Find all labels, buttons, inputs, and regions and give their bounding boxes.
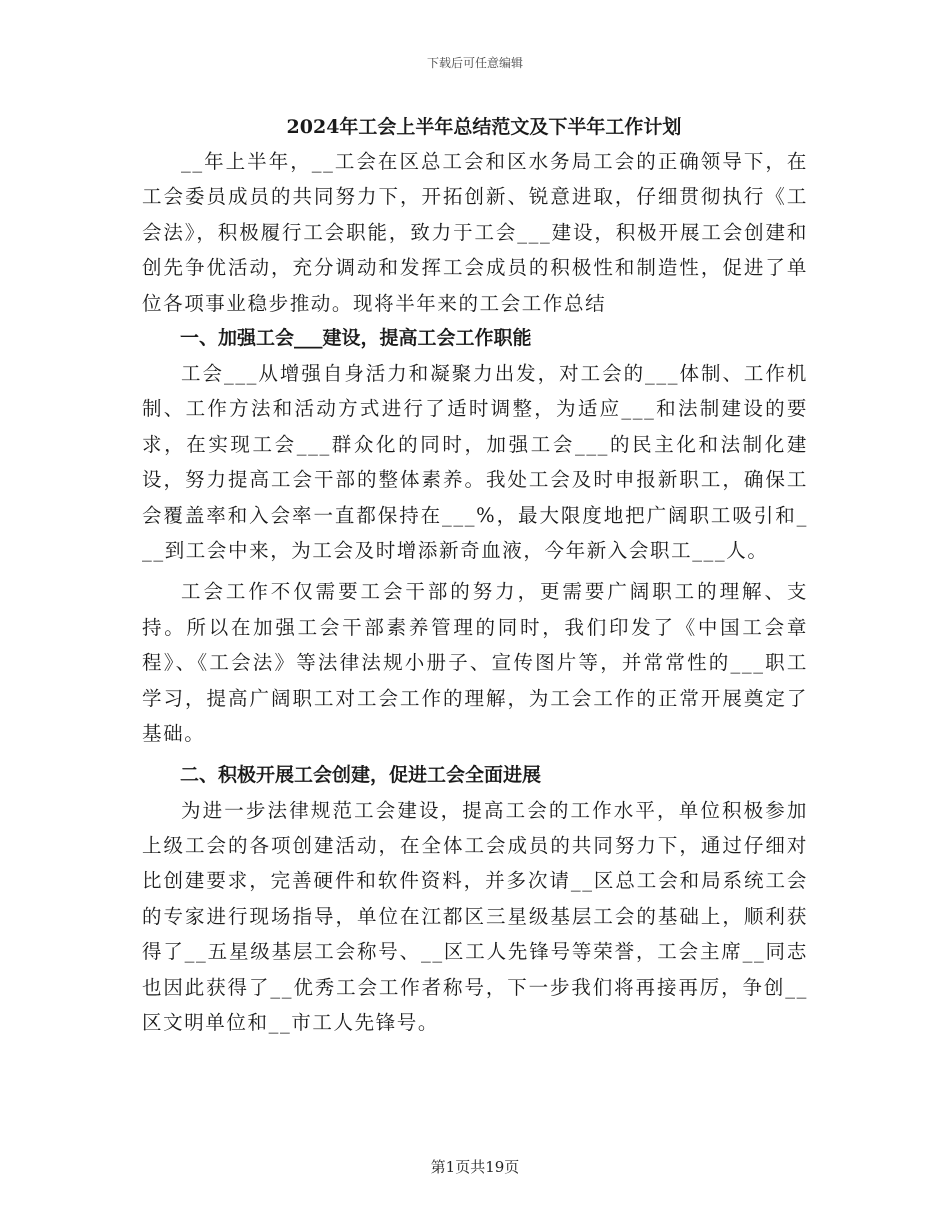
section-2-heading: 二、积极开展工会创建，促进工会全面进展	[180, 763, 542, 786]
section-1-paragraph-2: 工会工作不仅需要工会干部的努力，更需要广阔职工的理解、支持。所以在加强工会干部素养管理的同时，我们印发了《中国工会章程》、《工会法》等法律法规小册子、宣传图片等，并常常性的___职工学习，提高广阔职工对工会工作的理解，为工会工作的正常开展奠定了基础。	[142, 580, 808, 746]
section-1-heading: 一、加强工会___建设，提高工会工作职能	[180, 327, 532, 350]
section-1-paragraph-1: 工会___从增强自身活力和凝聚力出发，对工会的___体制、工作机制、工作方法和活动方式进行了适时调整，为适应___和法制建设的要求，在实现工会___群众化的同时，加强工会___的民主化和法制化建设，努力提高工会干部的整体素养。我处工会及时申报新职工，确保工会覆盖率和入会率一直都保持在___%，最大限度地把广阔职工吸引和___到工会中来，为工会及时增添新奇血液，今年新入会职工___人。	[142, 362, 808, 563]
document-body	[142, 110, 808, 1040]
page-header-note: 下载后可任意编辑	[426, 56, 523, 70]
intro-paragraph: __年上半年，__工会在区总工会和区水务局工会的正确领导下，在工会委员成员的共同努力下，开拓创新、锐意进取，仔细贯彻执行《工会法》，积极履行工会职能，致力于工会___建设，积极开展工会创建和创先争优活动，充分调动和发挥工会成员的积极性和制造性，促进了单位各项事业稳步推动。现将半年来的工会工作总结	[142, 150, 808, 315]
document-title: 2024年工会上半年总结范文及下半年工作计划	[286, 116, 682, 138]
page-number: 第1页共19页	[430, 1158, 520, 1176]
section-2-paragraph-1: 为进一步法律规范工会建设，提高工会的工作水平，单位积极参加上级工会的各项创建活动，在全体工会成员的共同努力下，通过仔细对比创建要求，完善硬件和软件资料，并多次请__区总工会和局系统工会的专家进行现场指导，单位在江都区三星级基层工会的基础上，顺利获得了__五星级基层工会称号、__区工人先锋号等荣誉，工会主席__同志也因此获得了__优秀工会工作者称号，下一步我们将再接再厉，争创__区文明单位和__市工人先锋号。	[142, 798, 808, 1034]
